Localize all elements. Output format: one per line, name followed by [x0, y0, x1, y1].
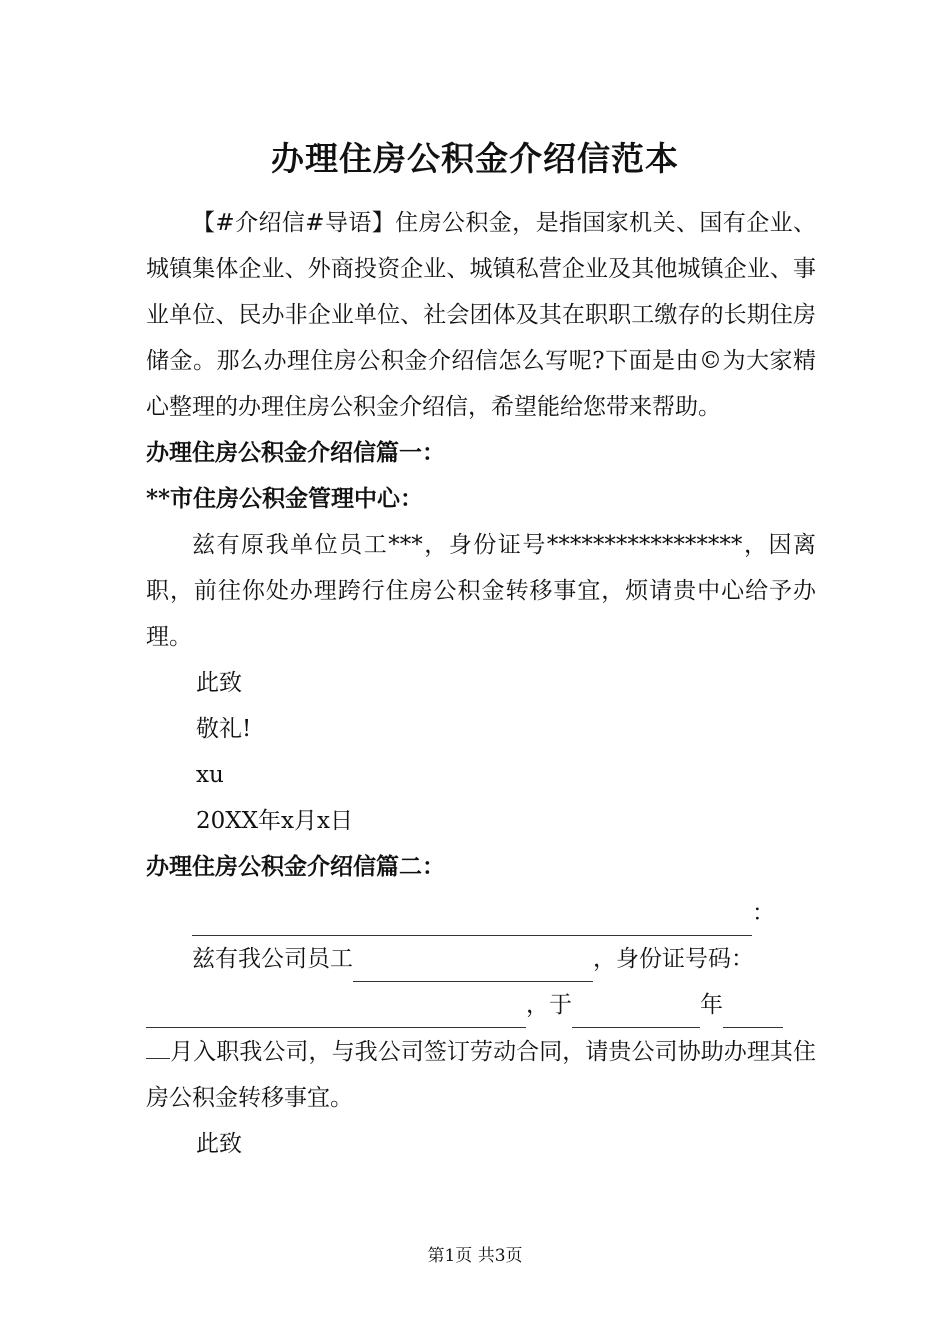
intro-paragraph: 【#介绍信#导语】住房公积金，是指国家机关、国有企业、城镇集体企业、外商投资企业、城镇私营企业及其他城镇企业、事业单位、民办非企业单位、社会团体及其在职职工缴存的长期住房储金。那么办理住房公积金介绍信怎么写呢?下面是由©为大家精心整理的办理住房公积金介绍信，希望能给您带来帮助。	[146, 210, 816, 420]
section2-closing-1: 此致	[196, 1131, 242, 1157]
section1-date: 20XX年x月x日	[196, 808, 353, 834]
section1-signer: xu	[196, 762, 224, 788]
month-blank-part-2[interactable]	[146, 1028, 170, 1059]
section1-heading: 办理住房公积金介绍信篇一：	[146, 439, 445, 466]
body-text-1: 兹有我公司员工	[192, 946, 353, 972]
section2-body-row-3	[146, 1028, 816, 1121]
recipient-blank[interactable]	[192, 905, 752, 936]
body-text-2: ，身份证号码：	[593, 946, 754, 972]
month-blank-part-1[interactable]	[723, 997, 783, 1028]
section1-closing-1: 此致	[196, 670, 242, 696]
page-footer: 第1页 共3页	[427, 1246, 523, 1266]
year-blank[interactable]	[572, 997, 700, 1028]
body-text-5: 月入职我公司，与我公司签订劳动合同，请贵公司协助办理其住房公积金转移事宜。	[146, 1039, 816, 1111]
section1-body: 兹有原我单位员工***，身份证号*****************，因离职，前往你处办理跨行住房公积金转移事宜，烦请贵中心给予办理。	[146, 532, 816, 650]
section2-heading: 办理住房公积金介绍信篇二：	[146, 853, 445, 880]
section2-body-row-2	[146, 982, 816, 1028]
section1-recipient: **市住房公积金管理中心：	[146, 485, 424, 512]
body-text-4: 年	[700, 992, 723, 1018]
document-body	[146, 200, 816, 1167]
body-text-3: ，于	[526, 992, 572, 1018]
recipient-colon: ：	[752, 900, 775, 926]
section2-body-row-1	[146, 936, 816, 982]
section2-recipient-line	[146, 890, 816, 936]
section1-closing-2: 敬礼!	[196, 716, 252, 742]
id-number-blank[interactable]	[146, 997, 526, 1028]
document-title: 办理住房公积金介绍信范本	[271, 139, 679, 178]
employee-name-blank[interactable]	[353, 951, 593, 982]
